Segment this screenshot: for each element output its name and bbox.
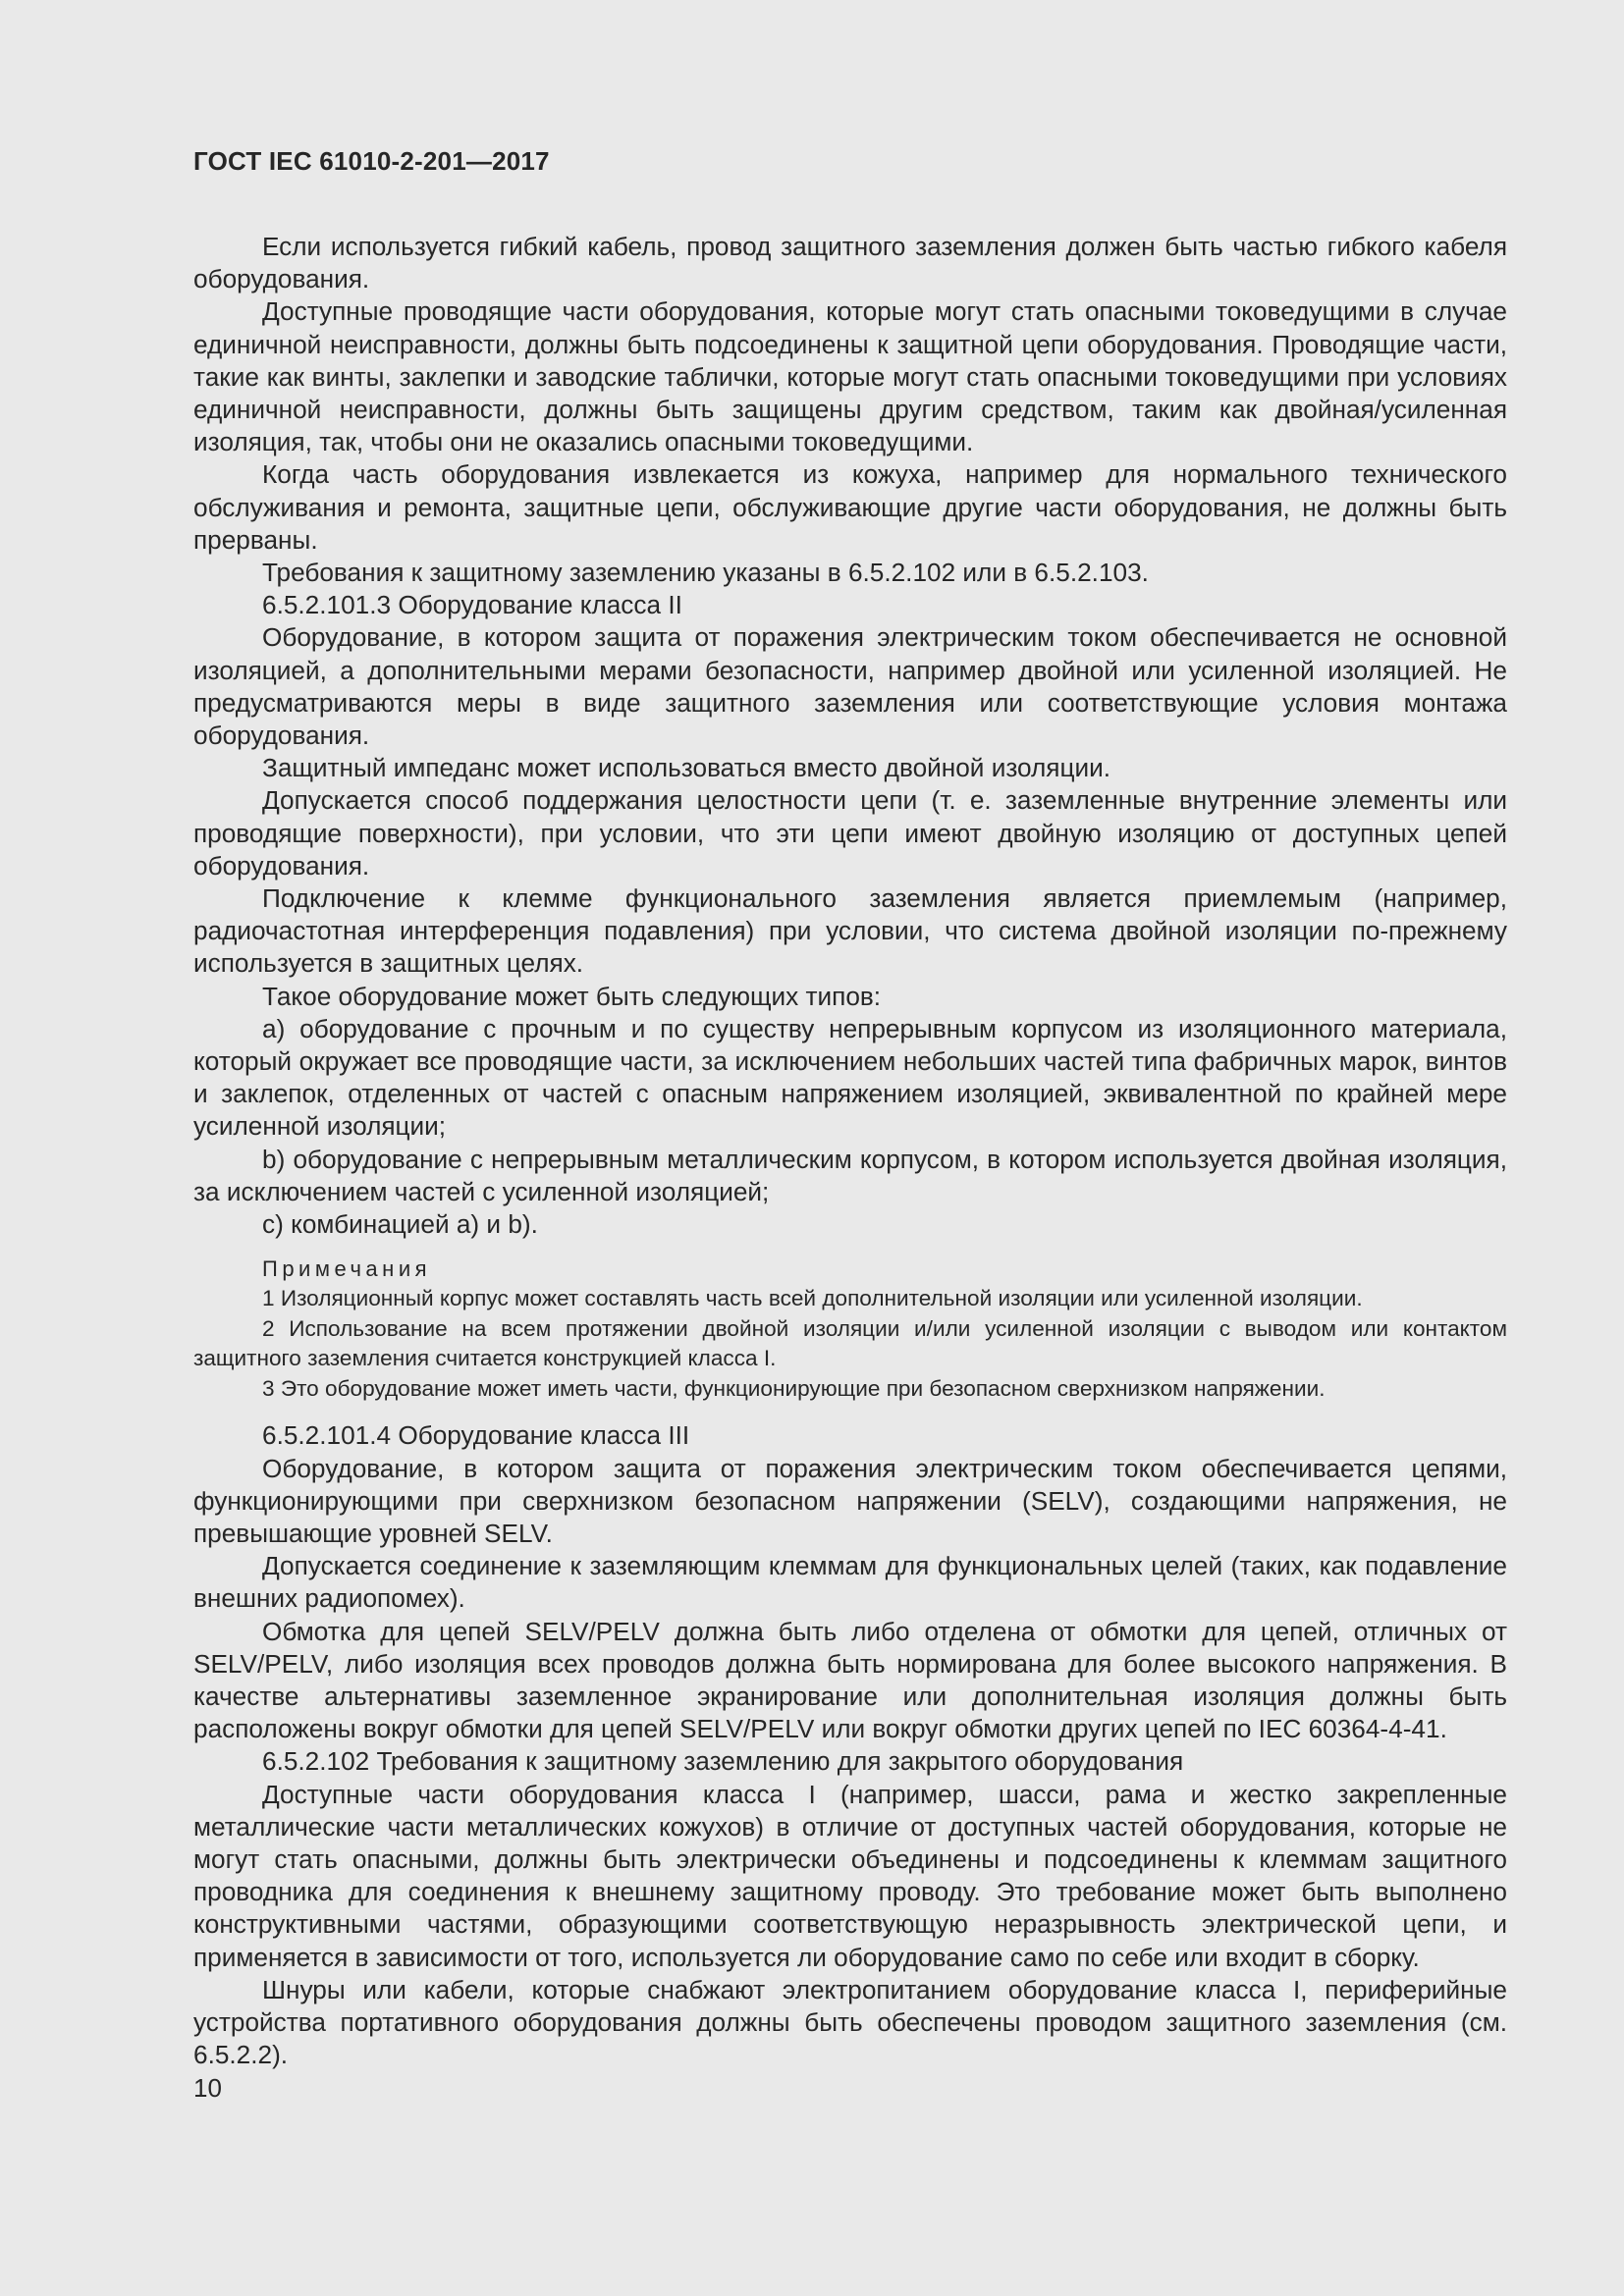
paragraph: Такое оборудование может быть следующих типов: — [262, 981, 882, 1011]
paragraph: Требования к защитному заземлению указаны в 6.5.2.102 или в 6.5.2.103. — [262, 558, 1149, 588]
paragraph: Оборудование, в котором защита от поражения электрическим током обеспечивается не основной изоляцией, а дополнительными мерами безопасности, например двойной или усиленной изоляцией. Не предусматриваются меры в виде защитного заземления или соответствующие условия монтажа оборудования. — [193, 622, 1507, 751]
notes-title: Примечания — [262, 1256, 432, 1282]
paragraph: Доступные части оборудования класса I (например, шасси, рама и жестко закрепленные металлические части металлических кожухов) в отличие от доступных частей оборудования, которые не могут стать опасными, должны быть электрически объединены и подсоединены к клеммам защитного проводника для соединения к внешнему защитному проводу. Это требование может быть выполнено конструктивными частями, образующими соответствующую неразрывность электрической цепи, и применяется в зависимости от того, используется ли оборудование само по себе или входит в сборку. — [193, 1779, 1507, 1972]
paragraph: Когда часть оборудования извлекается из кожуха, например для нормального технического обслуживания и ремонта, защитные цепи, обслуживающие другие части оборудования, не должны быть прерваны. — [193, 459, 1507, 555]
section-heading: 6.5.2.101.4 Оборудование класса III — [262, 1420, 690, 1451]
list-item: a) оборудование с прочным и по существу непрерывным корпусом из изоляционного материала, который окружает все проводящие части, за исключением небольших частей типа фабричных марок, винтов и заклепок, отделенных от частей с опасным напряжением изоляцией, эквивалентной по крайней мере усиленной изоляции; — [193, 1013, 1507, 1142]
section-heading: 6.5.2.101.3 Оборудование класса II — [262, 590, 682, 620]
paragraph: Обмотка для цепей SELV/PELV должна быть либо отделена от обмотки для цепей, отличных от SELV/PELV, либо изоляция всех проводов должна быть нормирована для более высокого напряжения. В качестве альтернативы заземленное экранирование или дополнительная изоляция должны быть расположены вокруг обмотки для цепей SELV/PELV или вокруг обмотки других цепей по IEC 60364-4-41. — [193, 1616, 1507, 1744]
paragraph: Подключение к клемме функционального заземления является приемлемым (например, радиочастотная интерференция подавления) при условии, что система двойной изоляции по-прежнему используется в защитных целях. — [193, 883, 1507, 979]
paragraph: Допускается соединение к заземляющим клеммам для функциональных целей (таких, как подавление внешних радиопомех). — [193, 1551, 1507, 1614]
document-body — [193, 231, 1507, 2071]
note-item: 2 Использование на всем протяжении двойной изоляции и/или усиленной изоляции с выводом или контактом защитного заземления считается конструкцией класса I. — [193, 1315, 1507, 1371]
paragraph: Если используется гибкий кабель, провод защитного заземления должен быть частью гибкого кабеля оборудования. — [193, 232, 1507, 294]
note-item: 3 Это оборудование может иметь части, функционирующие при безопасном сверхнизком напряжении. — [262, 1375, 1326, 1401]
document-page — [193, 145, 1507, 2071]
paragraph: Оборудование, в котором защита от поражения электрическим током обеспечивается цепями, функционирующими при сверхнизком безопасном напряжении (SELV), создающими напряжения, не превышающие уровней SELV. — [193, 1453, 1507, 1548]
list-item: c) комбинацией а) и b). — [262, 1209, 538, 1240]
note-item: 1 Изоляционный корпус может составлять часть всей дополнительной изоляции или усиленной изоляции. — [262, 1286, 1363, 1311]
page-number: 10 — [193, 2073, 222, 2103]
list-item: b) оборудование с непрерывным металлическим корпусом, в котором используется двойная изоляция, за исключением частей с усиленной изоляцией; — [193, 1144, 1507, 1206]
paragraph: Доступные проводящие части оборудования, которые могут стать опасными токоведущими в случае единичной неисправности, должны быть подсоединены к защитной цепи оборудования. Проводящие части, такие как винты, заклепки и заводские таблички, которые могут стать опасными токоведущими при условиях единичной неисправности, должны быть защищены другим средством, таким как двойная/усиленная изоляция, так, чтобы они не оказались опасными токоведущими. — [193, 296, 1507, 457]
paragraph: Защитный импеданс может использоваться вместо двойной изоляции. — [262, 753, 1111, 783]
document-header: ГОСТ IEC 61010-2-201—2017 — [193, 146, 550, 176]
notes-block — [193, 1255, 1507, 1404]
section-heading: 6.5.2.102 Требования к защитному заземлению для закрытого оборудования — [262, 1746, 1184, 1777]
paragraph: Шнуры или кабели, которые снабжают электропитанием оборудование класса I, периферийные устройства портативного оборудования должны быть обеспечены проводом защитного заземления (см. 6.5.2.2). — [193, 1974, 1507, 2070]
paragraph: Допускается способ поддержания целостности цепи (т. е. заземленные внутренние элементы или проводящие поверхности), при условии, что эти цепи имеют двойную изоляцию от доступных цепей оборудования. — [193, 785, 1507, 881]
